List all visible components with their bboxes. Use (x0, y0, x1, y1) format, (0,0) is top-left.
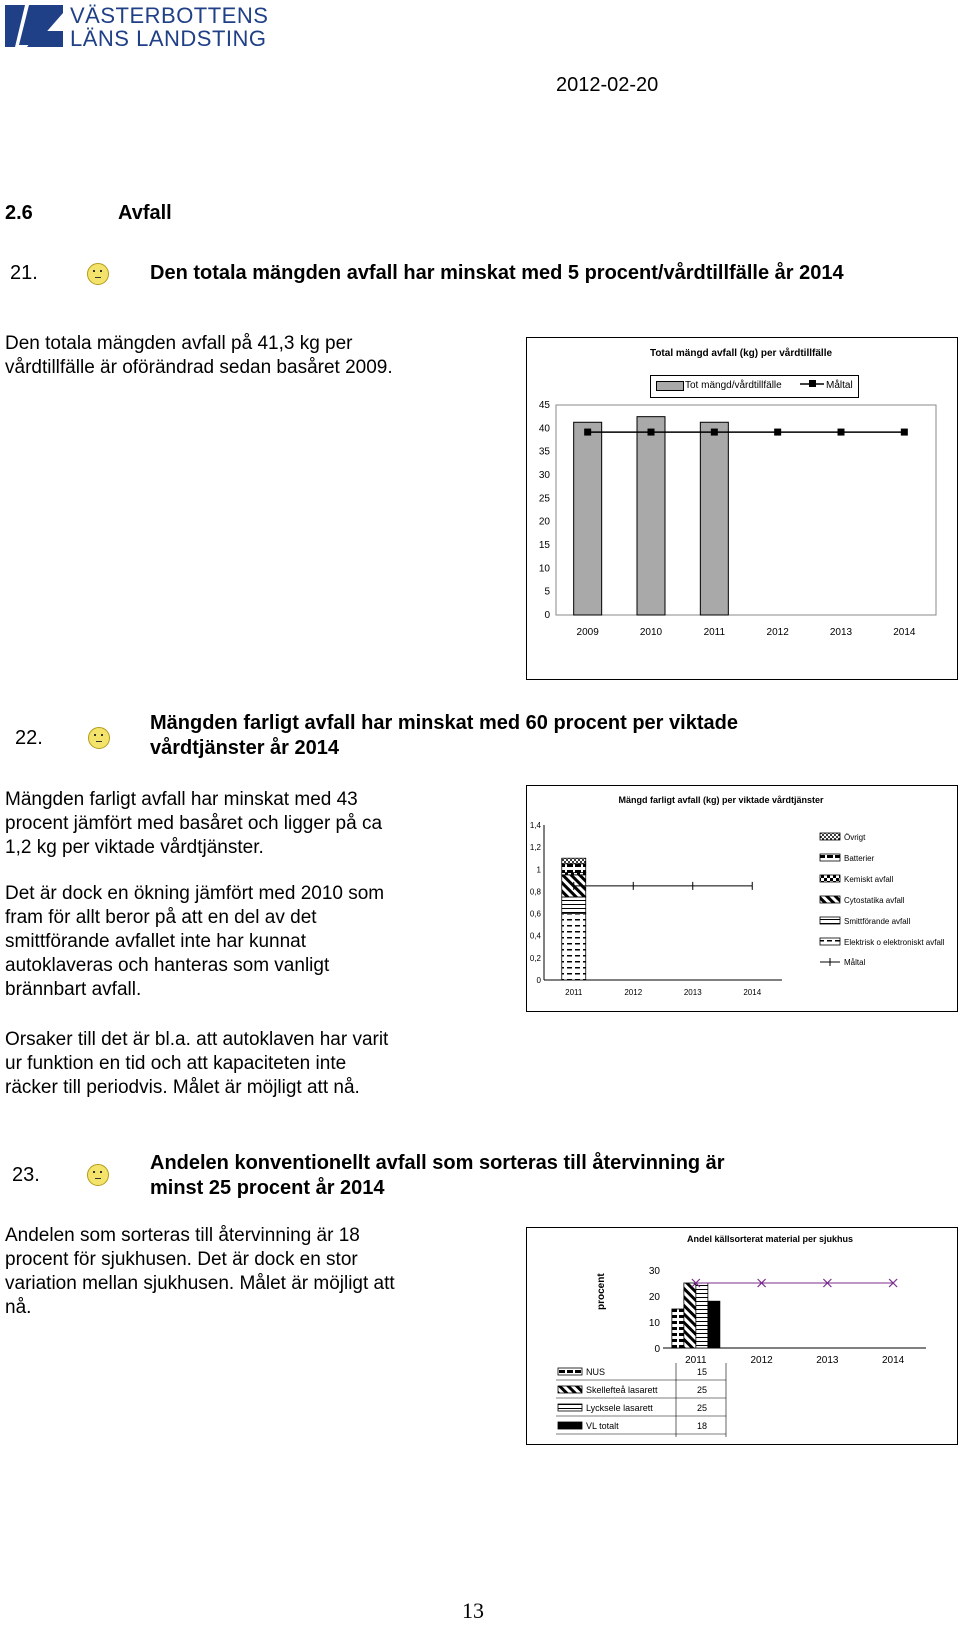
chart2-ytick-label: 0,2 (529, 953, 541, 963)
smiley-icon (88, 727, 110, 749)
chart3-plot (526, 1260, 956, 1366)
smiley-icon (87, 1164, 109, 1186)
item23-text-line: procent för sjukhusen. Det är dock en stor (5, 1249, 358, 1270)
item22-text2-line: autoklaveras och hanteras som vanligt (5, 955, 330, 976)
chart2-title: Mängd farligt avfall (kg) per viktade vårdtjänster (618, 795, 824, 805)
chart3-ytick-label: 0 (654, 1344, 660, 1355)
chart3-table-swatch (558, 1404, 582, 1411)
chart2-ytick-label: 0,4 (529, 931, 541, 941)
item21-text-line1: Den totala mängden avfall på 41,3 kg per (5, 333, 353, 354)
chart2-xtick-label: 2013 (683, 988, 702, 997)
chart1-xtick-label: 2014 (893, 627, 916, 638)
chart3-bar (708, 1301, 720, 1348)
chart3-table-value: 18 (696, 1421, 708, 1431)
chart1-legend-bar-label: Tot mängd/vårdtillfälle (685, 380, 782, 391)
chart3-table-swatch (558, 1368, 582, 1375)
chart3-table-value: 25 (696, 1385, 708, 1395)
chart2-plot (526, 815, 826, 1005)
chart3-table-value: 15 (696, 1367, 708, 1377)
item21-text-line2: vårdtillfälle är oförändrad sedan basåret 2009. (5, 357, 393, 378)
chart1-xtick-label: 2011 (703, 627, 726, 638)
chart1-xtick-label: 2010 (639, 627, 663, 638)
chart2-xtick-label: 2011 (565, 988, 583, 997)
chart1-legend-line-label: Måltal (826, 380, 853, 391)
chart3-xtick-label: 2013 (816, 1355, 839, 1366)
chart1-xtick-label: 2012 (766, 627, 789, 638)
section-number: 2.6 (5, 202, 33, 224)
chart1-ytick-label: 15 (538, 540, 550, 551)
chart2-legend-label: Batterier (844, 854, 875, 863)
chart3-bar (684, 1283, 696, 1348)
item22-text3-line: räcker till periodvis. Målet är möjligt att nå. (5, 1077, 360, 1098)
logo-text-line1: VÄSTERBOTTENS (70, 3, 269, 28)
chart2-legend-swatch (820, 938, 840, 945)
chart2-legend-swatch (820, 833, 840, 840)
item22-text2-line: smittförande avfallet inte har kunnat (5, 931, 307, 952)
chart3-ylabel: procent (596, 1273, 607, 1310)
chart2-ytick-label: 0 (536, 976, 541, 985)
chart1-ytick-label: 10 (538, 563, 550, 575)
chart1-target-marker (584, 429, 591, 436)
item22-text2-line: Det är dock en ökning jämfört med 2010 som (5, 883, 385, 904)
item22-text1-line: Mängden farligt avfall har minskat med 43 (5, 789, 358, 810)
landsting-logo-icon (5, 5, 63, 47)
chart2-ytick-label: 0,8 (529, 887, 541, 897)
chart1-bar (700, 422, 728, 615)
item22-text2-line: fram för allt beror på att en del av det (5, 907, 317, 928)
chart3-xtick-label: 2014 (882, 1355, 905, 1366)
item23-heading-line2: minst 25 procent år 2014 (150, 1177, 385, 1199)
chart3-table-swatch (558, 1422, 582, 1429)
chart2-xtick-label: 2014 (743, 988, 762, 997)
item22-text3-line: Orsaker till det är bl.a. att autoklaven har varit (5, 1029, 389, 1050)
chart1-bar (574, 422, 602, 615)
chart2-legend (818, 830, 956, 980)
chart2-ytick-label: 0,6 (529, 909, 541, 919)
chart1-target-marker (648, 429, 655, 436)
chart2-legend-swatch (820, 875, 840, 882)
chart2-stack-segment (562, 864, 586, 873)
chart1-plot (526, 400, 956, 670)
chart1-plot-area (556, 405, 936, 615)
chart3-ytick-label: 30 (648, 1266, 660, 1277)
item22-number: 22. (15, 727, 43, 749)
chart1-ytick-label: 25 (538, 493, 550, 505)
page-number: 13 (462, 1598, 484, 1623)
chart3-xtick-label: 2011 (685, 1355, 707, 1366)
chart2-xtick-label: 2012 (624, 988, 643, 997)
chart2-legend-label: Elektrisk o elektroniskt avfall (844, 938, 945, 947)
item21-number: 21. (10, 262, 38, 284)
chart2-stack-segment (562, 897, 586, 914)
chart2-stack-segment (562, 914, 586, 980)
item21-heading: Den totala mängden avfall har minskat med 5 procent/vårdtillfälle år 2014 (150, 262, 844, 284)
chart3-table-name: VL totalt (586, 1421, 619, 1431)
item23-number: 23. (12, 1164, 40, 1186)
item23-heading-line1: Andelen konventionellt avfall som sorteras till återvinning är (150, 1152, 725, 1174)
chart2-legend-label: Cytostatika avfall (844, 896, 905, 905)
chart1-xtick-label: 2013 (829, 627, 853, 638)
chart2-legend-swatch (820, 896, 840, 903)
item22-text2-line: brännbart avfall. (5, 979, 142, 1000)
chart3-table-name: Skellefteå lasarett (586, 1385, 658, 1395)
chart1-target-marker (838, 429, 845, 436)
item23-text-line: Andelen som sorteras till återvinning är 18 (5, 1225, 360, 1246)
item22-text1-line: procent jämfört med basåret och ligger på ca (5, 813, 383, 834)
chart3-ytick-label: 20 (648, 1292, 660, 1303)
chart2-legend-label: Kemiskt avfall (844, 875, 894, 884)
chart1-legend-bar-swatch (656, 381, 684, 391)
chart1-target-marker (774, 429, 781, 436)
smiley-icon (87, 263, 109, 285)
chart1-bar (637, 417, 665, 615)
item23-text-line: nå. (5, 1297, 32, 1318)
chart3-table (526, 1363, 776, 1439)
chart2-ytick-label: 1,4 (529, 821, 541, 830)
item22-text3-line: ur funktion en tid och att kapaciteten inte (5, 1053, 347, 1074)
item22-heading-line1: Mängden farligt avfall har minskat med 60 procent per viktade (150, 712, 738, 734)
chart2-ytick-label: 1 (536, 865, 541, 875)
chart1-ytick-label: 0 (544, 610, 550, 621)
chart3-ytick-label: 10 (648, 1318, 660, 1329)
chart2-stack-segment (562, 858, 586, 864)
chart3-bar (696, 1283, 708, 1348)
chart3-table-swatch (558, 1386, 582, 1393)
chart3-xtick-label: 2012 (750, 1355, 773, 1366)
chart1-ytick-label: 35 (538, 446, 550, 458)
chart3-bar (672, 1309, 684, 1348)
chart1-ytick-label: 40 (538, 423, 550, 435)
chart1-target-marker (901, 429, 908, 436)
chart2-ytick-label: 1,2 (529, 843, 541, 853)
chart3-table-value: 25 (696, 1403, 708, 1413)
chart1-ytick-label: 45 (538, 400, 550, 411)
chart3-table-name: Lycksele lasarett (586, 1403, 653, 1413)
item23-text-line: variation mellan sjukhusen. Målet är möjligt att (5, 1273, 395, 1294)
chart1-title: Total mängd avfall (kg) per vårdtillfälle (649, 348, 833, 359)
item22-text1-line: 1,2 kg per viktade vårdtjänster. (5, 837, 264, 858)
chart1-xtick-label: 2009 (576, 627, 599, 638)
chart1-target-marker (711, 429, 718, 436)
chart2-legend-swatch (820, 917, 840, 924)
chart1-ytick-label: 20 (538, 516, 550, 528)
document-date: 2012-02-20 (556, 74, 659, 96)
chart2-legend-label: Smittförande avfall (844, 917, 911, 926)
item22-heading-line2: vårdtjänster år 2014 (150, 737, 340, 759)
chart3-table-name: NUS (586, 1367, 606, 1377)
chart2-legend-label: Övrigt (844, 833, 866, 842)
logo-text-line2: LÄNS LANDSTING (70, 26, 267, 51)
chart2-legend-label: Måltal (844, 958, 866, 967)
chart1-ytick-label: 30 (538, 470, 550, 481)
chart1-ytick-label: 5 (544, 586, 550, 598)
chart1-legend-line-swatch (800, 379, 824, 389)
chart3-title: Andel källsorterat material per sjukhus (686, 1234, 854, 1244)
section-title: Avfall (118, 202, 172, 224)
chart2-legend-swatch (820, 854, 840, 861)
